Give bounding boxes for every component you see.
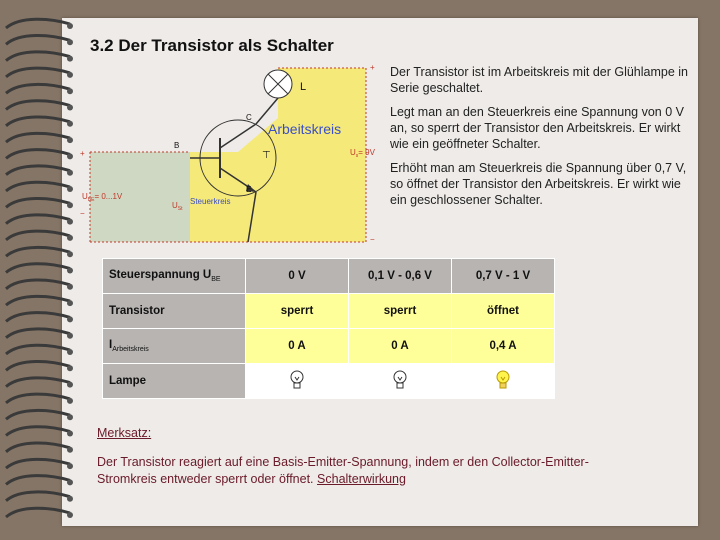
row-label-transistor: Transistor [103,294,246,329]
us-plus: + [370,63,375,72]
spiral-hole [67,137,73,143]
spiral-hole [67,170,73,176]
ube-label: $U_{BE}= 0...1V$ [82,192,123,203]
description-text [390,64,690,216]
spiral-binding [0,14,80,524]
label-b: B [174,141,180,150]
spiral-hole [67,349,73,355]
ube-plus: + [80,149,85,158]
spiral-hole [67,39,73,45]
table-header-row [103,259,555,294]
merksatz-text: Der Transistor reagiert auf eine Basis-Emitter-Spannung, indem er den Collector-Emitter-Stromkreis entweder sperrt oder öffnet. Schalterwirkung [97,455,589,486]
spiral-ring [6,52,70,61]
spiral-ring [6,313,70,322]
header-label: Steuerspannung $U_{BE}$ [103,259,246,294]
paragraph-2: Legt man an den Steuerkreis eine Spannung von 0 V an, so sperrt der Transistor den Arbeitskreis. Er wirkt wie ein geöffneter Schalter. [390,105,684,151]
spiral-ring [6,443,70,452]
spiral-hole [67,463,73,469]
spiral-hole [67,105,73,111]
spiral-hole [67,72,73,78]
table-row [103,329,555,364]
label-e: E [246,185,252,194]
ust-label: $U_{St}$ [172,201,183,212]
spiral-hole [67,121,73,127]
spiral-ring [6,150,70,159]
row-label-lamp: Lampe [103,364,246,399]
ube-minus: − [80,209,85,218]
spiral-ring [6,36,70,45]
label-c: C [246,113,252,122]
label-l: L [300,81,307,93]
cell-current-3: 0,4 A [452,329,555,364]
lamp-off-icon [288,369,306,391]
spiral-hole [67,186,73,192]
spiral-ring [6,362,70,371]
transistor-mark: ⊤ [262,150,271,161]
spiral-hole [67,479,73,485]
paragraph-3: Erhöht man am Steuerkreis die Spannung über 0,7 V, so öffnet der Transistor den Arbeitskreis. Er wirkt wie ein geschlossener Schalter. [390,161,687,207]
header-col-2: 0,1 V - 0,6 V [349,259,452,294]
spiral-hole [67,268,73,274]
spiral-ring [6,68,70,77]
spiral-hole [67,316,73,322]
spiral-ring [6,182,70,191]
spiral-ring [6,427,70,436]
transistor-circuit-diagram [78,58,390,248]
spiral-hole [67,382,73,388]
spiral-ring [6,133,70,142]
cell-transistor-1: sperrt [246,294,349,329]
us-label: $U_s= 9V$ [350,148,375,159]
spiral-hole [67,56,73,62]
spiral-ring [6,329,70,338]
schalterwirkung-link[interactable]: Schalterwirkung [317,472,406,486]
spiral-ring [6,19,70,28]
spiral-hole [67,153,73,159]
header-col-1: 0 V [246,259,349,294]
table-row [103,364,555,399]
spiral-ring [6,84,70,93]
spiral-ring [6,166,70,175]
switching-states-table [102,258,555,399]
spiral-ring [6,231,70,240]
cell-current-1: 0 A [246,329,349,364]
spiral-hole [67,414,73,420]
cell-lamp-3 [452,364,555,399]
spiral-ring [6,345,70,354]
spiral-ring [6,394,70,403]
page-title: 3.2 Der Transistor als Schalter [90,36,334,55]
spiral-ring [6,101,70,110]
us-minus: − [370,235,375,244]
spiral-ring [6,459,70,468]
spiral-hole [67,235,73,241]
merksatz-label: Merksatz: [97,426,152,440]
spiral-ring [6,378,70,387]
spiral-hole [67,219,73,225]
spiral-hole [67,398,73,404]
spiral-ring [6,280,70,289]
spiral-ring [6,117,70,126]
spiral-ring [6,199,70,208]
spiral-hole [67,300,73,306]
spiral-hole [67,88,73,94]
spiral-ring [6,264,70,273]
lamp-off-icon [391,369,409,391]
spiral-ring [6,476,70,485]
spiral-ring [6,410,70,419]
arbeitskreis-label: Arbeitskreis [268,121,342,137]
spiral-ring [6,296,70,305]
spiral-ring [6,508,70,517]
cell-transistor-3: öffnet [452,294,555,329]
cell-lamp-2 [349,364,452,399]
cell-lamp-1 [246,364,349,399]
lamp-on-icon [494,369,512,391]
spiral-ring [6,247,70,256]
steuerkreis-label: Steuerkreis [190,197,231,206]
spiral-ring [6,492,70,501]
paragraph-1: Der Transistor ist im Arbeitskreis mit der Glühlampe in Serie geschaltet. [390,65,689,95]
spiral-hole [67,496,73,502]
row-label-current: $I_{Arbeitskreis}$ [103,329,246,364]
spiral-hole [67,431,73,437]
table-row [103,294,555,329]
spiral-hole [67,202,73,208]
spiral-hole [67,333,73,339]
spiral-ring [6,215,70,224]
cell-current-2: 0 A [349,329,452,364]
header-col-3: 0,7 V - 1 V [452,259,555,294]
spiral-hole [67,251,73,257]
cell-transistor-2: sperrt [349,294,452,329]
spiral-hole [67,447,73,453]
spiral-hole [67,365,73,371]
spiral-hole [67,284,73,290]
spiral-hole [67,512,73,518]
spiral-hole [67,23,73,29]
